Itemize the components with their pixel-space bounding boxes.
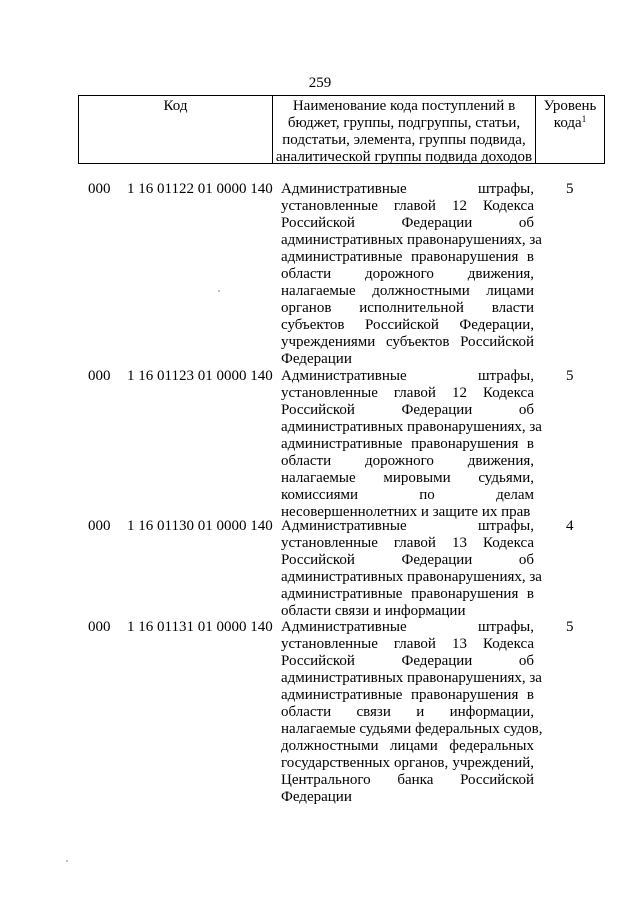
row-code: 1 16 01131 01 0000 140 bbox=[127, 619, 273, 635]
description-line: должностными лицами федеральных bbox=[281, 738, 534, 754]
header-name-cell bbox=[273, 96, 536, 163]
description-line: учреждениями субъектов Российской bbox=[281, 334, 534, 350]
description-line: административные правонарушения в bbox=[281, 249, 534, 265]
description-line: органов исполнительной власти bbox=[281, 300, 534, 316]
description-line: налагаемые должностными лицами bbox=[281, 283, 534, 299]
scan-speck bbox=[218, 290, 220, 292]
description-line: административные правонарушения в bbox=[281, 687, 534, 703]
description-line: Российской Федерации об bbox=[281, 215, 534, 231]
description-line: Федерации bbox=[281, 351, 352, 367]
header-name-line: подстатьи, элемента, группы подвида, bbox=[282, 132, 526, 148]
description-line: субъектов Российской Федерации, bbox=[281, 317, 534, 333]
description-line: Российской Федерации об bbox=[281, 552, 534, 568]
scan-speck bbox=[66, 860, 68, 862]
row-code: 1 16 01122 01 0000 140 bbox=[127, 181, 273, 197]
description-line: Российской Федерации об bbox=[281, 402, 534, 418]
description-line: области связи и информации, bbox=[281, 704, 534, 720]
description-line: несовершеннолетних и защите их прав bbox=[281, 504, 531, 520]
header-code-label: Код bbox=[163, 98, 188, 114]
row-level: 4 bbox=[566, 518, 574, 534]
description-line: Административные штрафы, bbox=[281, 518, 534, 534]
header-name-line: аналитической группы подвида доходов bbox=[275, 149, 533, 165]
description-line: Центрального банка Российской bbox=[281, 772, 534, 788]
description-line: установленные главой 12 Кодекса bbox=[281, 198, 534, 214]
header-level-cell bbox=[536, 96, 604, 163]
row-description bbox=[281, 368, 542, 521]
row-level: 5 bbox=[566, 619, 574, 635]
row-code: 1 16 01123 01 0000 140 bbox=[127, 368, 273, 384]
header-name-line: Наименование кода поступлений в bbox=[292, 98, 516, 114]
row-prefix: 000 bbox=[88, 181, 111, 197]
description-line: установленные главой 13 Кодекса bbox=[281, 535, 534, 551]
row-description bbox=[281, 518, 542, 620]
description-line: комиссиями по делам bbox=[281, 487, 534, 503]
description-line: установленные главой 13 Кодекса bbox=[281, 636, 534, 652]
header-level-footnote: 1 bbox=[581, 114, 587, 124]
description-line: установленные главой 12 Кодекса bbox=[281, 385, 534, 401]
description-line: административных правонарушениях, за bbox=[281, 419, 542, 435]
description-line: налагаемые мировыми судьями, bbox=[281, 470, 534, 486]
row-level: 5 bbox=[566, 368, 574, 384]
description-line: административных правонарушениях, за bbox=[281, 569, 542, 585]
row-prefix: 000 bbox=[88, 368, 111, 384]
row-prefix: 000 bbox=[88, 619, 111, 635]
description-line: Административные штрафы, bbox=[281, 181, 534, 197]
description-line: области дорожного движения, bbox=[281, 266, 534, 282]
description-line: Федерации bbox=[281, 789, 352, 805]
row-prefix: 000 bbox=[88, 518, 111, 534]
description-line: области связи и информации bbox=[281, 603, 466, 619]
description-line: Российской Федерации об bbox=[281, 653, 534, 669]
description-line: налагаемые судьями федеральных судов, bbox=[281, 721, 543, 737]
header-level-line: Уровень bbox=[543, 98, 597, 114]
header-name-line: бюджет, группы, подгруппы, статьи, bbox=[287, 115, 521, 131]
row-level: 5 bbox=[566, 181, 574, 197]
header-code-cell bbox=[79, 96, 273, 163]
header-level-line: кода bbox=[553, 115, 582, 131]
description-line: административные правонарушения в bbox=[281, 436, 534, 452]
description-line: административных правонарушениях, за bbox=[281, 232, 542, 248]
description-line: области дорожного движения, bbox=[281, 453, 534, 469]
description-line: административные правонарушения в bbox=[281, 586, 534, 602]
row-description bbox=[281, 619, 543, 806]
description-line: Административные штрафы, bbox=[281, 368, 534, 384]
table-header bbox=[78, 95, 605, 164]
row-description bbox=[281, 181, 542, 368]
page-number: 259 bbox=[308, 75, 332, 91]
row-code: 1 16 01130 01 0000 140 bbox=[127, 518, 273, 534]
description-line: государственных органов, учреждений, bbox=[281, 755, 534, 771]
description-line: Административные штрафы, bbox=[281, 619, 534, 635]
description-line: административных правонарушениях, за bbox=[281, 670, 542, 686]
